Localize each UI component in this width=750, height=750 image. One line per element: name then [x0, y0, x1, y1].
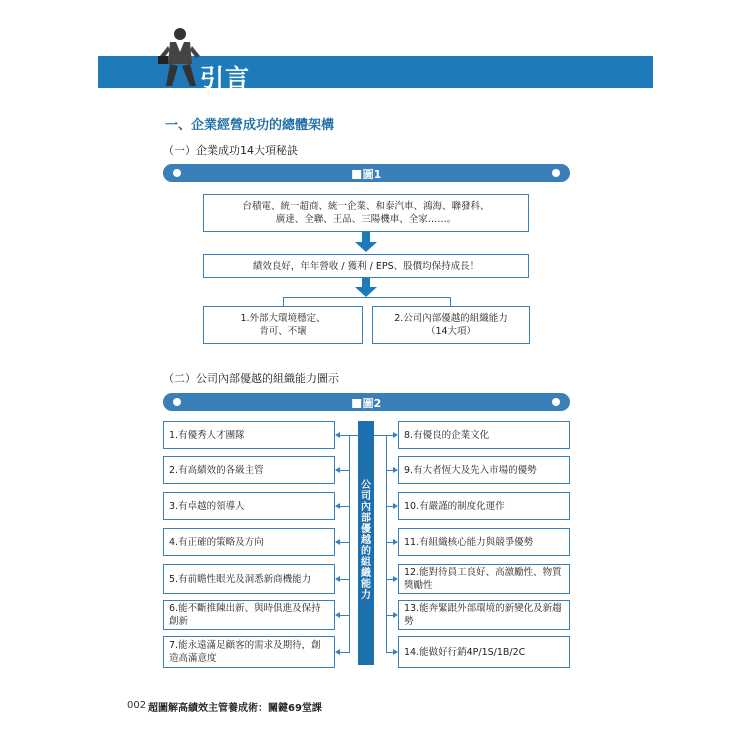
connector-line: [340, 542, 350, 543]
subsection-heading-2: （二）公司內部優越的組織能力圖示: [163, 372, 339, 385]
arrow-right-icon: [393, 649, 398, 655]
right-trunk-line: [386, 435, 387, 653]
down-arrow-icon: [355, 242, 377, 252]
bar-dot-icon: [173, 169, 181, 177]
arrow-left-icon: [335, 649, 340, 655]
factor-external-line-1: 1.外部大環境穩定、: [240, 313, 326, 324]
connector-line: [340, 652, 350, 653]
figure1-bar: [163, 164, 570, 182]
connector-line: [340, 615, 350, 616]
companies-box: [203, 194, 529, 232]
bar-dot-icon: [552, 398, 560, 406]
arrow-left-icon: [335, 576, 340, 582]
branch-line: [283, 297, 284, 306]
branch-line: [450, 297, 451, 306]
connector-line: [374, 435, 386, 436]
connector-line: [340, 470, 350, 471]
right-item-11: 11.有組織核心能力與競爭優勢: [398, 528, 570, 556]
left-item-5: 5.有前瞻性眼光及洞悉新商機能力: [163, 564, 335, 594]
arrow-stem: [362, 232, 370, 242]
page-number: 002: [127, 700, 147, 711]
companies-line-2: 廣達、全聯、王品、三陽機車、全家……。: [275, 214, 457, 225]
arrow-right-icon: [393, 432, 398, 438]
left-item-4: 4.有正確的策略及方向: [163, 528, 335, 556]
arrow-right-icon: [393, 612, 398, 618]
left-item-1: 1.有優秀人才團隊: [163, 421, 335, 449]
right-item-13: 13.能奔緊跟外部環境的新變化及新趨勢: [398, 600, 570, 630]
businessman-icon: [156, 26, 204, 90]
arrow-left-icon: [335, 432, 340, 438]
left-item-2: 2.有高績效的各級主管: [163, 456, 335, 484]
figure2-bar: [163, 393, 570, 411]
performance-box: 績效良好，年年營收 / 獲利 / EPS、股價均保持成長！: [203, 254, 529, 278]
connector-line: [349, 435, 358, 436]
factor-internal-line-1: 2.公司內部優越的組織能力: [394, 313, 508, 324]
subsection-heading-1: （一）企業成功14大項秘訣: [163, 144, 298, 157]
arrow-left-icon: [335, 467, 340, 473]
figure2-label: 圖2: [352, 395, 382, 411]
figure1-label: 圖1: [352, 166, 382, 182]
left-trunk-line: [349, 435, 350, 653]
right-item-14: 14.能做好行銷4P/1S/1B/2C: [398, 636, 570, 668]
arrow-left-icon: [335, 503, 340, 509]
left-item-6: 6.能不斷推陳出新、與時俱進及保持創新: [163, 600, 335, 630]
factor-external-box: [203, 306, 363, 344]
arrow-right-icon: [393, 503, 398, 509]
book-title: 超圖解高績效主管養成術：關鍵69堂課: [148, 703, 322, 714]
left-item-3: 3.有卓越的領導人: [163, 492, 335, 520]
chapter-title: 引言: [200, 64, 250, 92]
bar-dot-icon: [552, 169, 560, 177]
right-item-9: 9.有大者恆大及先入市場的優勢: [398, 456, 570, 484]
arrow-left-icon: [335, 539, 340, 545]
connector-line: [340, 579, 350, 580]
factor-internal-box: [372, 306, 530, 344]
connector-line: [340, 506, 350, 507]
right-item-10: 10.有嚴謹的制度化運作: [398, 492, 570, 520]
arrow-right-icon: [393, 539, 398, 545]
bar-dot-icon: [173, 398, 181, 406]
center-label: 公司內部優越的組織能力: [361, 480, 371, 601]
factor-internal-line-2: （14大項）: [425, 326, 477, 337]
arrow-left-icon: [335, 612, 340, 618]
down-arrow-icon: [355, 287, 377, 297]
branch-line: [283, 297, 450, 298]
right-item-12: 12.能對待員工良好、高激勵性、物質獎勵性: [398, 564, 570, 594]
right-item-8: 8.有優良的企業文化: [398, 421, 570, 449]
left-item-7: 7.能永遠滿足顧客的需求及期待，創造高滿意度: [163, 636, 335, 668]
section-heading: 一、企業經營成功的總體架構: [165, 118, 335, 133]
arrow-right-icon: [393, 576, 398, 582]
arrow-right-icon: [393, 467, 398, 473]
factor-external-line-2: 肯可、不壞: [259, 326, 307, 337]
companies-line-1: 台積電、統一超商、統一企業、和泰汽車、鴻海、聯發科、: [242, 201, 490, 212]
arrow-stem: [362, 278, 370, 287]
